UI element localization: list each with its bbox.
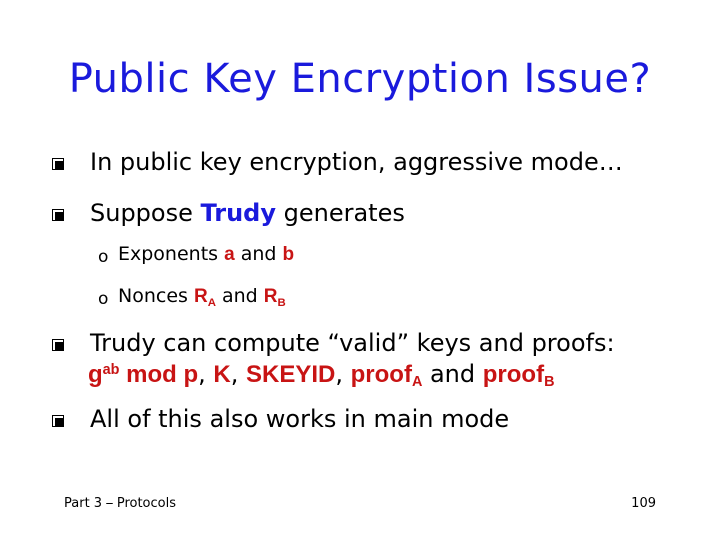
checkbox-bullet-icon (52, 209, 64, 221)
slide-title: Public Key Encryption Issue? (68, 56, 652, 102)
computed-values-line: $g^{ab}$ mod p, K, SKEYID, proof$_A$ and proof$_B$ (88, 360, 555, 390)
bullet-text: In public key encryption, aggressive mode… (90, 148, 623, 176)
proof-a: proof$_A$ (350, 361, 423, 390)
subbullet-text: Nonces $R_A$ and $R_B$ (118, 285, 286, 309)
circle-bullet-icon: o (98, 247, 109, 267)
proof-b: proof$_B$ (482, 361, 555, 390)
checkbox-bullet-icon (52, 415, 64, 427)
skeyid: SKEYID (246, 361, 336, 388)
gab-mod-p: $g^{ab}$ mod p (88, 361, 199, 388)
trudy-name: Trudy (200, 199, 276, 227)
page-number: 109 (631, 496, 656, 511)
exponent-b: b (282, 244, 295, 265)
bullet-text: Suppose Trudy generates (90, 199, 405, 227)
checkbox-bullet-icon (52, 158, 64, 170)
bullet-text: All of this also works in main mode (90, 405, 510, 433)
checkbox-bullet-icon (52, 339, 64, 351)
circle-bullet-icon: o (98, 289, 109, 309)
subbullet-text: Exponents a and b (118, 243, 295, 265)
nonce-rb: $R_B$ (263, 286, 286, 309)
exponent-a: a (224, 244, 235, 265)
key-k: K (213, 361, 231, 388)
nonce-ra: $R_A$ (193, 286, 216, 309)
footer-section: Part 3 ⎯ Protocols (64, 496, 176, 511)
bullet-text: Trudy can compute “valid” keys and proofs: (90, 329, 615, 357)
